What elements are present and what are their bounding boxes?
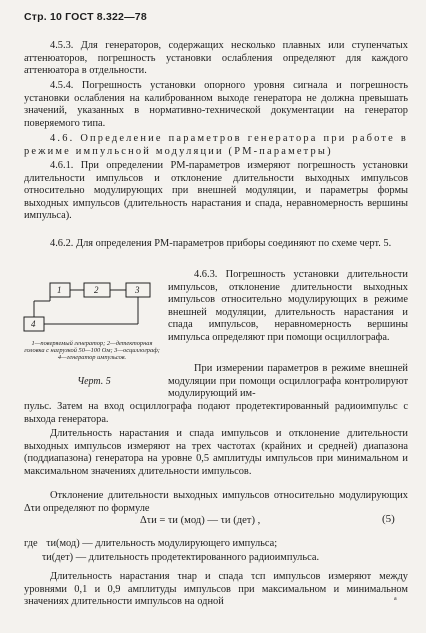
page-mark: а xyxy=(394,596,397,602)
block-4-label: 4 xyxy=(31,319,36,329)
paragraph-deviation: Отклонение длительности выходных импульсов относительно модулирующих Δτи определяют по формуле xyxy=(24,490,408,514)
block-2-label: 2 xyxy=(94,285,99,295)
paragraph-rise-fall: Длительность нарастания и спада импульсов и отклонение длительности выходных импульсов измеряют на трех частотах (крайних и средней) диапазона (поддиапазона) генератора на уровне 0,5 амплитуды импульсов при минимальном и максимальном значениях длительности импульсов. xyxy=(24,428,408,477)
paragraph-4-6-2: 4.6.2. Для определения РМ-параметров приборы соединяют по схеме черт. 5. xyxy=(50,238,392,249)
definition-where xyxy=(24,538,384,551)
paragraph-rise-measure: Длительность нарастания τнар и спада τсп импульсов измеряют между уровнями 0,1 и 0,9 амплитуды импульсов при максимальном и минимальном значениях длительности импульсов на одной xyxy=(24,571,408,608)
paragraph-4-5-3: 4.5.3. Для генераторов, содержащих несколько плавных или ступенчатых аттенюаторов, погрешность установки ослабления определяют для каждого аттенюатора в отдельности. xyxy=(24,40,408,77)
formula-number: (5) xyxy=(382,513,395,525)
definition-1: τи(мод) — длительность модулирующего импульса; xyxy=(46,538,278,549)
block-1-label: 1 xyxy=(57,285,62,295)
figure-caption: 1—поверяемый генератор; 2—детекторная головка с нагрузкой 50—100 Ом; 3—осциллограф; 4—генератор импульсов. xyxy=(24,340,160,362)
definition-2: τи(дет) — длительность продетектированного радиоимпульса. xyxy=(42,552,320,563)
formula-5: Δτи = τи (мод) — τи (дет) , xyxy=(140,515,261,526)
figure-label: Черт. 5 xyxy=(77,376,111,387)
paragraph-4-6-3: 4.6.3. Погрешность установки длительности импульсов, отклонение длительности выходных импульсов относительно модулирующих в режиме внешней модуляции, длительность нарастания и спада импульсов, неравномерность вершины импульса определяют при помощи осциллографа. xyxy=(168,269,408,343)
paragraph-4-6-1: 4.6.1. При определении РМ-параметров измеряют погрешность установки длительности импульсов и отклонение длительности выходных импульсов относительно модулирующих при внешней модуляции, и параметры формы выходных импульсов (длительность нарастания и спада, неравномерность вершины импульса). xyxy=(24,160,408,222)
paragraph-4-5-4: 4.5.4. Погрешность установки опорного уровня сигнала и погрешность установки ослабления на калиброванном выходе генератора не должна превышать значений, указанных в нормативно-технической документации на генератор поверяемого типа. xyxy=(24,80,408,129)
where-word: где xyxy=(24,538,38,549)
page-header: Стр. 10 ГОСТ 8.322—78 xyxy=(24,11,147,23)
block-diagram xyxy=(22,281,160,339)
section-4-6-title: 4.6. Определение параметров генератора при работе в режиме импульсной модуляции (РМ-параметры) xyxy=(24,133,408,157)
block-3-label: 3 xyxy=(135,285,140,295)
paragraph-measure-continued: пульс. Затем на вход осциллографа подают продетектированный радиоимпульс с выхода генератора. xyxy=(24,401,408,425)
paragraph-measure-right: При измерении параметров в режиме внешней модуляции при помощи осциллографа контролируют модулирующий им- xyxy=(168,363,408,400)
